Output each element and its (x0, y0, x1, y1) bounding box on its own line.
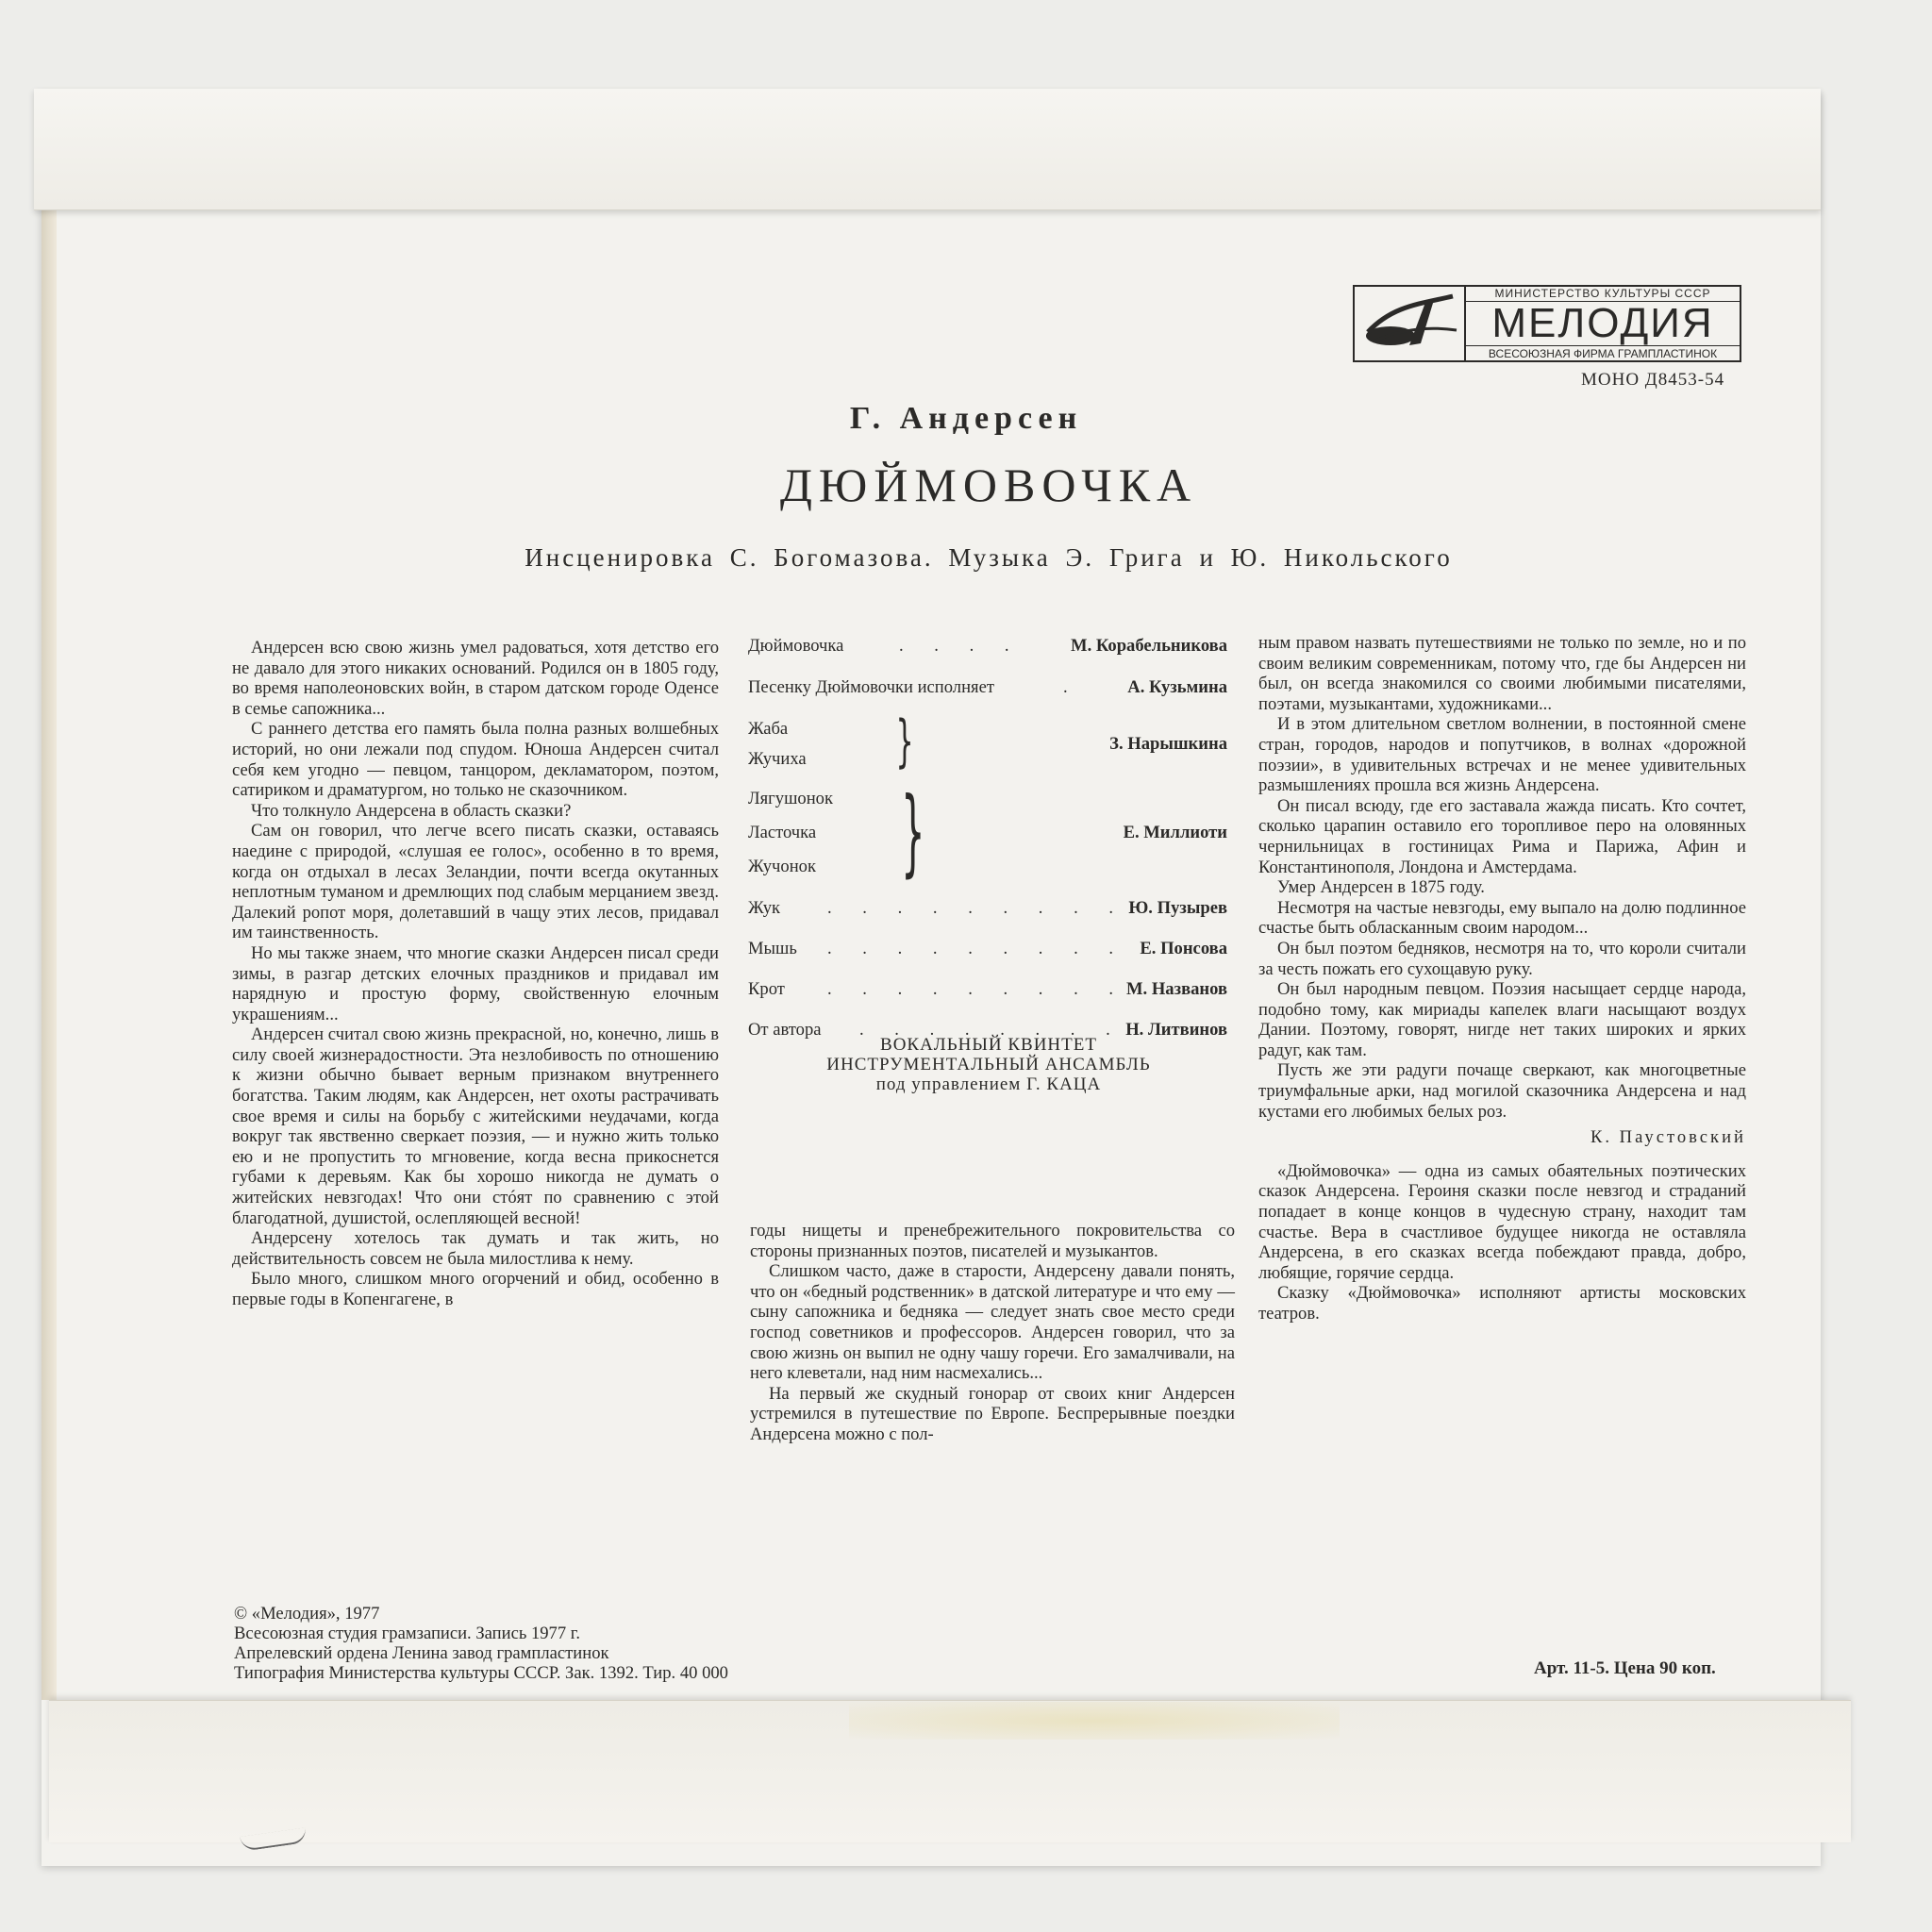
cast-dots: . . . . (899, 636, 1023, 656)
paragraph: Андерсен всю свою жизнь умел радоваться, хотя детство его не давало для этого никаких оснований. Родился он в 1805 году, во время наполеоновских войн, в старом датском городе Оденсе в семье сапожника... (232, 638, 719, 719)
glue-stain (849, 1702, 1340, 1740)
cast-row (748, 789, 1227, 811)
paragraph: ным правом назвать путешествиями не только по земле, но и по своим великим современникам, потому что, где бы Андерсен ни был, он всегда знакомился со своими любимыми писателями, поэтами, музыкантами, художниками... (1258, 633, 1746, 714)
paragraph: Сказку «Дюймовочка» исполняют артисты московских театров. (1258, 1283, 1746, 1324)
paragraph: годы нищеты и пренебрежительного покровительства со стороны признанных поэтов, писателей и музыкантов. (750, 1221, 1235, 1261)
imprint-line: Типография Министерства культуры СССР. Зак. 1392. Тир. 40 000 (234, 1663, 728, 1683)
cast-role: Дюймовочка (748, 636, 844, 656)
cast-actor: М. Корабельникова (1071, 636, 1227, 656)
ensemble-credit (748, 1035, 1229, 1094)
signature: К. Паустовский (1590, 1127, 1746, 1148)
cast-row (748, 857, 1227, 879)
cast-actor: Ю. Пузырев (1128, 898, 1227, 918)
paragraph: На первый же скудный гонорар от своих книг Андерсен устремился в путешествие по Европе. Беспрерывные поездки Андерсена можно с пол- (750, 1383, 1235, 1444)
cast-role: От автора (748, 1020, 822, 1040)
cast-actor: Н. Литвинов (1125, 1020, 1227, 1040)
middle-column (750, 1221, 1235, 1445)
cast-dots: . . . . . . . . (859, 1020, 1124, 1040)
catalog-number: МОНО Д8453-54 (1581, 370, 1725, 390)
paragraph: Умер Андерсен в 1875 году. (1277, 877, 1485, 898)
ensemble-line: ИНСТРУМЕНТАЛЬНЫЙ АНСАМБЛЬ (826, 1055, 1151, 1074)
melodiya-logo (1353, 285, 1741, 362)
cast-actor: Е. Миллиоти (1123, 823, 1227, 842)
paragraph: С раннего детства его память была полна разных волшебных историй, но они лежали под спудом. Юноша Андерсен считал себя кем угодно — певцом, танцором, декламатором, поэтом, сатириком и драматургом, но только не сказочником. (232, 719, 719, 801)
brace-icon: } (901, 776, 925, 887)
cast-actor: А. Кузьмина (1127, 677, 1227, 697)
left-column (232, 638, 719, 1310)
paragraph: Он писал всюду, где его заставала жажда писать. Кто сочтет, сколько царапин оставило его торопливое перо на оловянных чернильницах в гостиницах Рима и Парижа, Афин и Константинополя, Лондона и Амстердама. (1258, 795, 1746, 877)
cast-role: Жук (748, 898, 781, 918)
imprint-line: Всесоюзная студия грамзаписи. Запись 1977 г. (234, 1624, 580, 1643)
cast-actor: З. Нарышкина (1109, 734, 1227, 754)
logo-name: МЕЛОДИЯ (1491, 300, 1714, 346)
brace-icon: } (895, 708, 914, 774)
cast-row (748, 979, 1227, 1002)
paragraph: Андерсен считал свою жизнь прекрасной, но, конечно, лишь в силу своей жизнерадостности. Эта незлобивость по отношению к жизни обычно бывает верным признаком внутреннего богатства. Таким людям, как Андерсен, нет охоты растрачивать свое время и силы на борьбу с житейскими неудачами, когда вокруг так явственно сверкает поэзия, — и нужно жить только ею и не пропустить то мгновение, когда весна прикоснется губами к деревьям. Как бы хорошо никогда не думать о житейских невзгодах! Что они стóят по сравнению с этой благодатной, душистой, ослепляющей весной! (232, 1024, 719, 1228)
imprint-line: © «Мелодия», 1977 (234, 1604, 380, 1624)
paragraph: «Дюймовочка» — одна из самых обаятельных поэтических сказок Андерсена. Героиня сказки после невзгод и страданий попадает в конце концов в чудесную страну, находит там счастье. Вера в счастливое будущее никогда не оставляла Андерсена, в его сказках всегда побеждают правда, добро, любящие, горячие сердца. (1258, 1160, 1746, 1283)
ensemble-line: под управлением Г. КАЦА (875, 1074, 1102, 1094)
logo-firm-text: ВСЕСОЮЗНАЯ ФИРМА ГРАМПЛАСТИНОК (1466, 345, 1740, 360)
cast-dots: . . . . . . . . . (827, 898, 1127, 918)
melodiya-note-icon (1355, 287, 1466, 360)
paragraph: Но мы также знаем, что многие сказки Андерсен писал среди зимы, в разгар детских елочных праздников и придавал им нарядную и простую форму, свойственную елочным украшениям... (232, 942, 719, 1024)
cast-row (748, 636, 1227, 658)
cast-role: Жаба (748, 719, 789, 739)
author-name: Г. Андерсен (849, 401, 1083, 436)
imprint (234, 1604, 728, 1683)
cast-row (748, 823, 1227, 845)
paragraph: Андерсену хотелось так думать и так жить, но действительность совсем не была милостлива к нему. (232, 1228, 719, 1269)
ensemble-line: ВОКАЛЬНЫЙ КВИНТЕТ (880, 1035, 1097, 1055)
cast-dots: . . . . . . . . . (827, 939, 1127, 958)
cast-row (748, 677, 1227, 700)
paragraph: Он был поэтом бедняков, несмотря на то, что короли считали за честь пожать его сухощавую руку. (1258, 938, 1746, 979)
album-title: ДЮЙМОВОЧКА (779, 458, 1198, 511)
cast-row (748, 734, 1227, 772)
paragraph: Он был народным певцом. Поэзия насыщает сердце народа, подобно тому, как мириады капелек влаги насыщают воздух Дании. Поэтому, говорят, нигде нет таких широких и ярких радуг, как там. (1258, 979, 1746, 1060)
cast-role: Песенку Дюймовочки исполняет (748, 677, 994, 697)
cast-role: Крот (748, 979, 785, 999)
cast-dots: . . . . . . . . . (827, 979, 1127, 999)
cast-row (748, 939, 1227, 961)
paragraph: Пусть же эти радуги почаще сверкают, как многоцветные триумфальные арки, над могилой сказочника Андерсена и над кустами его любимых белых роз. (1258, 1060, 1746, 1122)
paragraph: И в этом длительном светлом волнении, в постоянной смене стран, городов, народов и попутчиков, в волнах «дорожной поэзии», в удивительных встречах и не менее удивительных размышлениях прошла вся жизнь Андерсена. (1258, 714, 1746, 796)
album-subtitle: Инсценировка С. Богомазова. Музыка Э. Грига и Ю. Никольского (525, 543, 1453, 572)
cast-dots: . (1063, 677, 1081, 697)
imprint-line: Апрелевский ордена Ленина завод грампластинок (234, 1643, 609, 1663)
paragraph: Что толкнуло Андерсена в область сказки? (251, 800, 572, 821)
cast-role: Жучиха (748, 749, 807, 769)
paragraph: Сам он говорил, что легче всего писать сказки, оставаясь наедине с природой, «слушая ее голос», особенно в то время, когда он отдыхал в лесах Зеландии, почти всегда окутанных неплотным туманом и дремлющих под слабым мерцанием звезд. Далекий ропот моря, долетавший в чащу этих лесов, придавал им таинственность. (232, 821, 719, 943)
top-flap (34, 89, 1821, 210)
logo-ministry-text: МИНИСТЕРСТВО КУЛЬТУРЫ СССР (1466, 287, 1740, 302)
cast-role: Лягушонок (748, 789, 833, 808)
price: Арт. 11-5. Цена 90 коп. (1534, 1658, 1716, 1678)
right-column (1258, 633, 1746, 1324)
cast-actor: М. Названов (1125, 979, 1227, 999)
paragraph: Несмотря на частые невзгоды, ему выпало на долю подлинное счастье быть обласканным своим народом... (1258, 897, 1746, 939)
paragraph: Было много, слишком много огорчений и обид, особенно в первые годы в Копенгагене, в (232, 1269, 719, 1309)
cast-role: Ласточка (748, 823, 817, 842)
cast-row (748, 898, 1227, 921)
cast-role: Мышь (748, 939, 797, 958)
cast-actor: Е. Понсова (1140, 939, 1227, 958)
cast-role: Жучонок (748, 857, 816, 876)
paragraph: Слишком часто, даже в старости, Андерсену давали понять, что он «бедный родственник» в датской литературе и что ему — сыну сапожника и бедняка — следует знать свое место среди господ советников и профессоров. Андерсен говорил, что за свою жизнь он выпил не одну чашу горечи. Его замалчивали, на него клеветали, над ним насмехались... (750, 1261, 1235, 1384)
